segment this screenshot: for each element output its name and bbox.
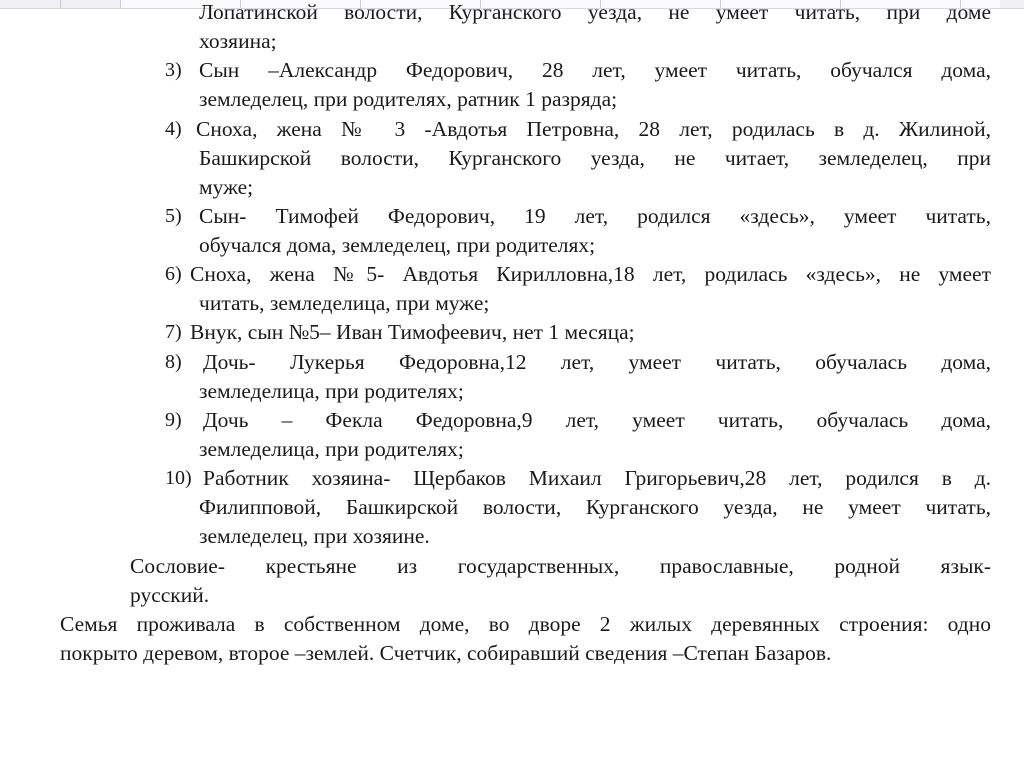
text-line: Дочь- Лукерья Федоровна,12 лет, умеет читать, обучалась дома,	[203, 350, 991, 374]
text-line: земледелица, при родителях;	[199, 379, 464, 403]
text-line: муже;	[199, 175, 254, 199]
text-line: читать, земледелица, при муже;	[199, 291, 490, 315]
text-line: Сын- Тимофей Федорович, 19 лет, родился «здесь», умеет читать,	[199, 204, 991, 228]
text-line: Семья проживала в собственном доме, во дворе 2 жилых деревянных строения: одно	[60, 612, 991, 636]
list-item-number: 10)	[165, 467, 192, 489]
text-line: земледелец, при родителях, ратник 1 разряда;	[199, 87, 618, 111]
text-line: Филипповой, Башкирской волости, Курганского уезда, не умеет читать,	[199, 495, 991, 519]
list-item-number: 6)	[165, 263, 182, 285]
text-line: земледелец, при хозяине.	[199, 524, 430, 548]
text-line: русский.	[130, 583, 210, 607]
text-line: Дочь – Фекла Федоровна,9 лет, умеет читать, обучалась дома,	[203, 408, 991, 432]
list-item-number: 5)	[165, 205, 182, 227]
text-line: Башкирской волости, Курганского уезда, не читает, земледелец, при	[199, 146, 991, 170]
text-line: покрыто деревом, второе –землей. Счетчик, собиравший сведения –Степан Базаров.	[60, 641, 832, 665]
text-line: хозяина;	[199, 29, 277, 53]
list-item-number: 8)	[165, 351, 182, 373]
text-line: Сословие- крестьяне из государственных, православные, родной язык-	[130, 554, 991, 578]
text-line: Лопатинской волости, Курганского уезда, не умеет читать, при доме	[199, 0, 991, 24]
list-item-number: 4)	[165, 118, 182, 140]
list-item-number: 3)	[165, 59, 182, 81]
list-item-number: 9)	[165, 409, 182, 431]
text-line: Внук, сын №5– Иван Тимофеевич, нет 1 месяца;	[190, 320, 635, 344]
text-line: обучался дома, земледелец, при родителях;	[199, 233, 596, 257]
text-line: Сын –Александр Федорович, 28 лет, умеет читать, обучался дома,	[199, 58, 991, 82]
text-line: Сноха, жена №5- Авдотья Кирилловна,18 лет, родилась «здесь», не умеет	[190, 262, 991, 286]
list-item-number: 7)	[165, 321, 182, 343]
text-line: земледелица, при родителях;	[199, 437, 464, 461]
text-line: Работник хозяина- Щербаков Михаил Григорьевич,28 лет, родился в д.	[203, 466, 991, 490]
text-line: Сноха, жена № 3 -Авдотья Петровна, 28 лет, родилась в д. Жилиной,	[196, 117, 991, 141]
